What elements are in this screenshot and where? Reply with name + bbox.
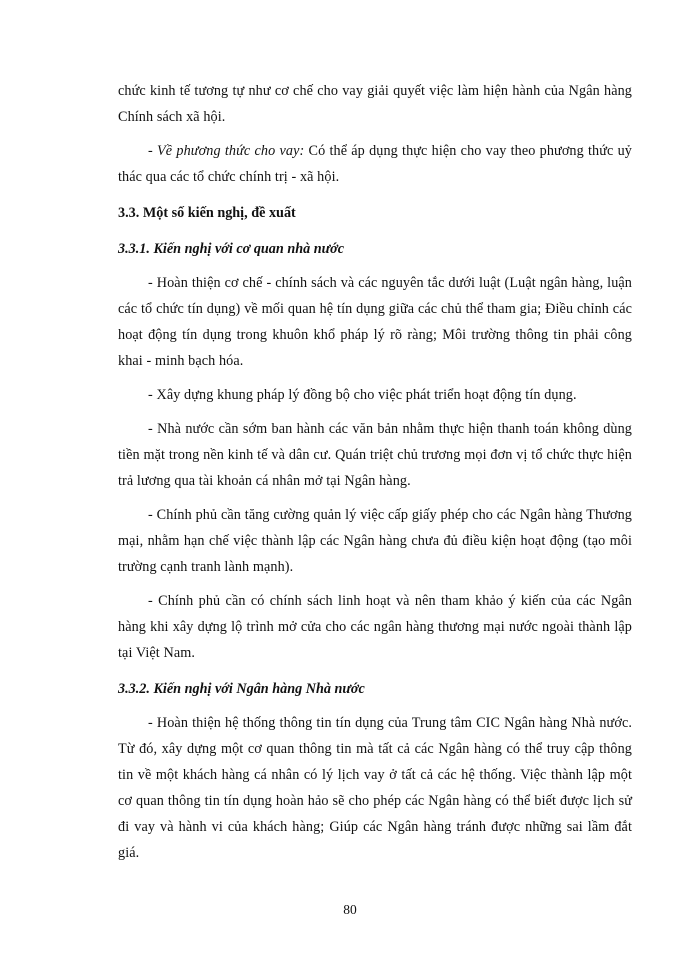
lending-method-label: - Về phương thức cho vay: <box>148 143 305 159</box>
section-3-3-heading: 3.3. Một số kiến nghị, đề xuất <box>118 205 296 221</box>
continued-paragraph: chức kinh tế tương tự như cơ chế cho vay giải quyết việc làm hiện hành của Ngân hàng Chính sách xã hội. <box>118 83 632 125</box>
lending-method-paragraph <box>118 138 632 190</box>
page-number: 80 <box>343 902 357 917</box>
document-page <box>118 78 632 866</box>
lending-method-text: Có thể áp dụng thực hiện cho vay theo phương thức uỷ thác qua các tổ chức chính trị - xã hội. <box>118 143 633 185</box>
recommendation-item: - Chính phủ cần có chính sách linh hoạt và nên tham khảo ý kiến của các Ngân hàng khi xây dựng lộ trình mở cửa cho các ngân hàng thương mại nước ngoài thành lập tại Việt Nam. <box>118 593 632 661</box>
recommendation-item: - Hoàn thiện hệ thống thông tin tín dụng của Trung tâm CIC Ngân hàng Nhà nước. Từ đó, xây dựng một cơ quan thông tin mà tất cả các Ngân hàng có thể truy cập thông tin về một khách hàng cá nhân có lý lịch vay ở tất cả các hệ thống. Việc thành lập một cơ quan thông tin tín dụng hoàn hảo sẽ cho phép các Ngân hàng có thể biết được lịch sử đi vay và hành vi của khách hàng; Giúp các Ngân hàng tránh được những sai lầm đắt giá. <box>118 715 632 861</box>
section-3-3-2-heading: 3.3.2. Kiến nghị với Ngân hàng Nhà nước <box>118 681 365 697</box>
recommendation-item: - Chính phủ cần tăng cường quản lý việc cấp giấy phép cho các Ngân hàng Thương mại, nhằm hạn chế việc thành lập các Ngân hàng chưa đủ điều kiện hoạt động (tạo môi trường cạnh tranh lành mạnh). <box>118 507 632 575</box>
section-3-3-1-heading: 3.3.1. Kiến nghị với cơ quan nhà nước <box>118 241 345 257</box>
recommendation-item: - Hoàn thiện cơ chế - chính sách và các nguyên tắc dưới luật (Luật ngân hàng, luận các tổ chức tín dụng) về mối quan hệ tín dụng giữa các chủ thể tham gia; Điều chỉnh các hoạt động tín dụng trong khuôn khổ pháp lý rõ ràng; Môi trường thông tin phải công khai - minh bạch hóa. <box>118 275 632 369</box>
recommendation-item: - Xây dựng khung pháp lý đồng bộ cho việc phát triển hoạt động tín dụng. <box>148 387 577 403</box>
recommendation-item: - Nhà nước cần sớm ban hành các văn bản nhằm thực hiện thanh toán không dùng tiền mặt trong nền kinh tế và dân cư. Quán triệt chủ trương mọi đơn vị tổ chức thực hiện trả lương qua tài khoản cá nhân mở tại Ngân hàng. <box>118 421 632 489</box>
